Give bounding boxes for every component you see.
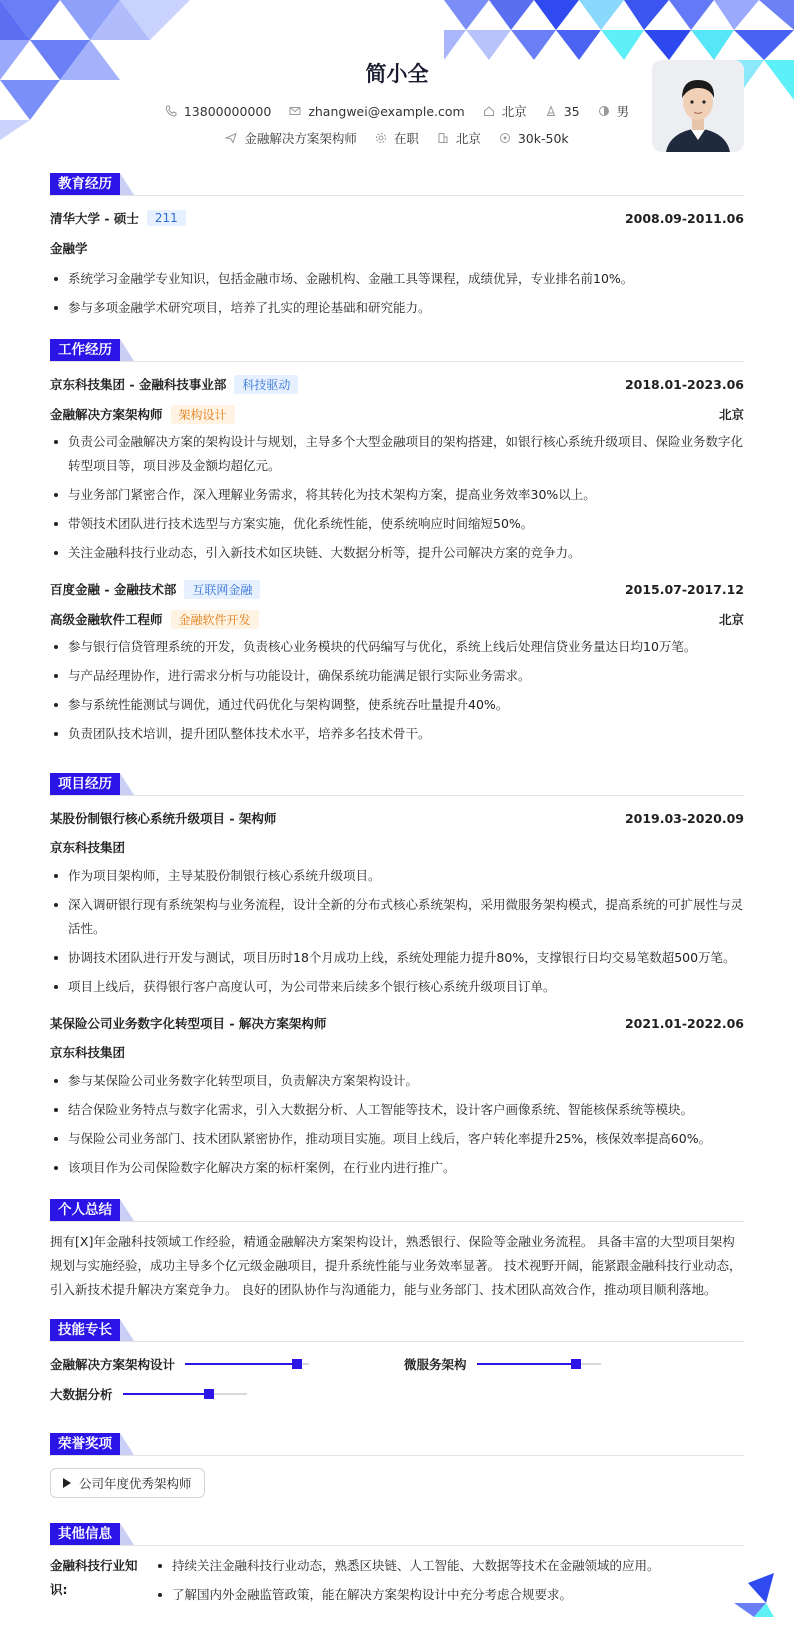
award-item bbox=[50, 1468, 205, 1498]
email-icon bbox=[289, 105, 301, 117]
skill-item bbox=[50, 1355, 309, 1373]
project-name: 某股份制银行核心系统升级项目 - 架构师 bbox=[50, 811, 277, 826]
project-org: 京东科技集团 bbox=[50, 840, 126, 855]
location-info bbox=[483, 102, 527, 120]
skills-section-header bbox=[50, 1318, 744, 1342]
skill-level-fill bbox=[477, 1363, 576, 1365]
work-bullets bbox=[50, 430, 744, 565]
project-row bbox=[50, 806, 744, 830]
other-info-row bbox=[50, 1554, 744, 1607]
other-section-title: 其他信息 bbox=[50, 1523, 120, 1545]
skills-section-title: 技能专长 bbox=[50, 1319, 120, 1341]
gender-info bbox=[598, 102, 630, 120]
list-item: 参与多项金融学术研究项目，培养了扎实的理论基础和研究能力。 bbox=[50, 296, 744, 320]
list-item: 参与系统性能测试与调优，通过代码优化与架构调整，使系统吞吐量提升40%。 bbox=[50, 693, 744, 717]
play-triangle-icon bbox=[63, 1478, 71, 1488]
awards-section-header bbox=[50, 1432, 744, 1456]
age-text: 35 bbox=[563, 103, 580, 119]
skill-level-fill bbox=[123, 1393, 210, 1395]
awards-section bbox=[50, 1432, 744, 1498]
projects-section bbox=[50, 772, 744, 1180]
projects-section-title: 项目经历 bbox=[50, 773, 120, 795]
summary-section bbox=[50, 1198, 744, 1302]
age-icon bbox=[545, 105, 557, 117]
work-section-header bbox=[50, 338, 744, 362]
list-item: 与产品经理协作，进行需求分析与功能设计，确保系统功能满足银行实际业务需求。 bbox=[50, 664, 744, 688]
skill-level-fill bbox=[185, 1363, 297, 1365]
skill-level-bar bbox=[185, 1363, 309, 1365]
work-city: 北京 bbox=[718, 612, 744, 627]
education-row bbox=[50, 206, 744, 230]
target-city-info bbox=[437, 129, 481, 147]
avatar-portrait-image bbox=[652, 60, 744, 152]
list-item: 该项目作为公司保险数字化解决方案的标杆案例，在行业内进行推广。 bbox=[50, 1156, 744, 1180]
role-name: 金融解决方案架构师 bbox=[50, 407, 163, 422]
work-period: 2018.01-2023.06 bbox=[624, 376, 744, 392]
project-row bbox=[50, 1011, 744, 1035]
send-icon bbox=[225, 132, 237, 144]
project-bullets bbox=[50, 1069, 744, 1180]
list-item: 关注金融科技行业动态，引入新技术如区块链、大数据分析等，提升公司解决方案的竞争力。 bbox=[50, 541, 744, 565]
list-item: 深入调研银行现有系统架构与业务流程，设计全新的分布式核心系统架构，采用微服务架构模式，提高系统的可扩展性与灵活性。 bbox=[50, 893, 744, 941]
age-info bbox=[545, 102, 580, 120]
list-item: 系统学习金融学专业知识，包括金融市场、金融机构、金融工具等课程，成绩优异，专业排名前10%。 bbox=[50, 267, 744, 291]
skill-name: 大数据分析 bbox=[50, 1387, 113, 1402]
job-target-info bbox=[225, 129, 357, 147]
work-city: 北京 bbox=[718, 407, 744, 422]
work-period: 2015.07-2017.12 bbox=[624, 581, 744, 597]
salary-text: 30k-50k bbox=[517, 130, 569, 146]
list-item: 参与某保险公司业务数字化转型项目，负责解决方案架构设计。 bbox=[50, 1069, 744, 1093]
email-address: zhangwei@example.com bbox=[308, 103, 465, 119]
skills-list bbox=[50, 1342, 744, 1402]
work-company-row bbox=[50, 372, 744, 396]
role-tag: 架构设计 bbox=[171, 405, 235, 424]
other-info-bullets bbox=[154, 1554, 744, 1607]
project-period: 2019.03-2020.09 bbox=[624, 810, 744, 826]
skill-level-knob bbox=[292, 1359, 302, 1369]
status-info bbox=[375, 129, 419, 147]
avatar bbox=[652, 60, 744, 152]
education-section-title: 教育经历 bbox=[50, 173, 120, 195]
company-tag: 科技驱动 bbox=[234, 375, 298, 394]
job-target-text: 金融解决方案架构师 bbox=[244, 131, 357, 146]
list-item: 了解国内外金融监管政策，能在解决方案架构设计中充分考虑合规要求。 bbox=[154, 1583, 744, 1607]
phone-icon bbox=[165, 105, 177, 117]
skill-level-knob bbox=[204, 1389, 214, 1399]
school-tag: 211 bbox=[147, 210, 186, 226]
major-name: 金融学 bbox=[50, 241, 88, 256]
education-bullets bbox=[50, 267, 744, 320]
status-text: 在职 bbox=[393, 131, 419, 146]
list-item: 项目上线后，获得银行客户高度认可，为公司带来后续多个银行核心系统升级项目订单。 bbox=[50, 975, 744, 999]
other-section-header bbox=[50, 1522, 744, 1546]
school-name: 清华大学 - 硕士 bbox=[50, 211, 139, 226]
work-bullets bbox=[50, 635, 744, 746]
skills-section bbox=[50, 1318, 744, 1402]
skill-item bbox=[404, 1355, 601, 1373]
work-section bbox=[50, 338, 744, 746]
project-org: 京东科技集团 bbox=[50, 1045, 126, 1060]
education-section-header bbox=[50, 172, 744, 196]
role-name: 高级金融软件工程师 bbox=[50, 612, 163, 627]
list-item: 作为项目架构师，主导某股份制银行核心系统升级项目。 bbox=[50, 864, 744, 888]
company-tag: 互联网金融 bbox=[184, 580, 260, 599]
building-icon bbox=[437, 132, 449, 144]
gender-text: 男 bbox=[616, 104, 630, 119]
awards-section-title: 荣誉奖项 bbox=[50, 1433, 120, 1455]
list-item: 参与银行信贷管理系统的开发，负责核心业务模块的代码编写与优化，系统上线后处理信贷业务量达日均10万笔。 bbox=[50, 635, 744, 659]
education-section bbox=[50, 172, 744, 320]
money-icon bbox=[499, 132, 511, 144]
list-item: 与业务部门紧密合作，深入理解业务需求，将其转化为技术架构方案，提高业务效率30%以上。 bbox=[50, 483, 744, 507]
gender-icon bbox=[598, 105, 610, 117]
summary-section-title: 个人总结 bbox=[50, 1199, 120, 1221]
target-city-text: 北京 bbox=[455, 131, 481, 146]
phone-number: 13800000000 bbox=[183, 103, 272, 119]
list-item: 负责团队技术培训，提升团队整体技术水平，培养多名技术骨干。 bbox=[50, 722, 744, 746]
skill-name: 金融解决方案架构设计 bbox=[50, 1357, 176, 1372]
location-text: 北京 bbox=[501, 104, 527, 119]
project-bullets bbox=[50, 864, 744, 999]
projects-section-header bbox=[50, 772, 744, 796]
list-item: 与保险公司业务部门、技术团队紧密协作，推动项目实施。项目上线后，客户转化率提升25%，核保效率提高60%。 bbox=[50, 1127, 744, 1151]
gear-icon bbox=[375, 132, 387, 144]
list-item: 结合保险业务特点与数字化需求，引入大数据分析、人工智能等技术，设计客户画像系统、智能核保系统等模块。 bbox=[50, 1098, 744, 1122]
role-tag: 金融软件开发 bbox=[171, 610, 259, 629]
education-period: 2008.09-2011.06 bbox=[624, 210, 744, 226]
work-section-title: 工作经历 bbox=[50, 339, 120, 361]
list-item: 带领技术团队进行技术选型与方案实施，优化系统性能，使系统响应时间缩短50%。 bbox=[50, 512, 744, 536]
list-item: 负责公司金融解决方案的架构设计与规划，主导多个大型金融项目的架构搭建，如银行核心系统升级项目、保险业务数字化转型项目等，项目涉及金额均超亿元。 bbox=[50, 430, 744, 478]
work-role-row bbox=[50, 402, 744, 426]
skill-name: 微服务架构 bbox=[404, 1357, 467, 1372]
skill-item bbox=[50, 1385, 247, 1403]
work-role-row bbox=[50, 607, 744, 631]
other-info-label: 金融科技行业知识: bbox=[50, 1558, 138, 1597]
company-name: 京东科技集团 - 金融科技事业部 bbox=[50, 377, 227, 392]
other-section bbox=[50, 1522, 744, 1607]
candidate-name: 简小全 bbox=[365, 62, 429, 86]
home-icon bbox=[483, 105, 495, 117]
skill-level-knob bbox=[571, 1359, 581, 1369]
award-name: 公司年度优秀架构师 bbox=[79, 1476, 192, 1491]
work-company-row bbox=[50, 577, 744, 601]
list-item: 协调技术团队进行开发与测试，项目历时18个月成功上线，系统处理能力提升80%，支撑银行日均交易笔数超500万笔。 bbox=[50, 946, 744, 970]
phone-info bbox=[165, 102, 271, 120]
project-name: 某保险公司业务数字化转型项目 - 解决方案架构师 bbox=[50, 1016, 327, 1031]
project-period: 2021.01-2022.06 bbox=[624, 1015, 744, 1031]
salary-info bbox=[499, 129, 569, 147]
skill-level-bar bbox=[477, 1363, 601, 1365]
summary-text: 拥有[X]年金融科技领域工作经验，精通金融解决方案架构设计，熟悉银行、保险等金融业务流程。 具备丰富的大型项目架构规划与实施经验，成功主导多个亿元级金融项目，提升系统性能与业务效率显著。 技术视野开阔，能紧跟金融科技行业动态，引入新技术提升解决方案竞争力。 良好的团队协作与沟通能力，能与业务部门、技术团队高效合作，推动项目顺利落地。 bbox=[50, 1234, 742, 1297]
skill-level-bar bbox=[123, 1393, 247, 1395]
summary-section-header bbox=[50, 1198, 744, 1222]
email-info bbox=[289, 102, 464, 120]
list-item: 持续关注金融科技行业动态，熟悉区块链、人工智能、大数据等技术在金融领域的应用。 bbox=[154, 1554, 744, 1578]
company-name: 百度金融 - 金融技术部 bbox=[50, 582, 177, 597]
